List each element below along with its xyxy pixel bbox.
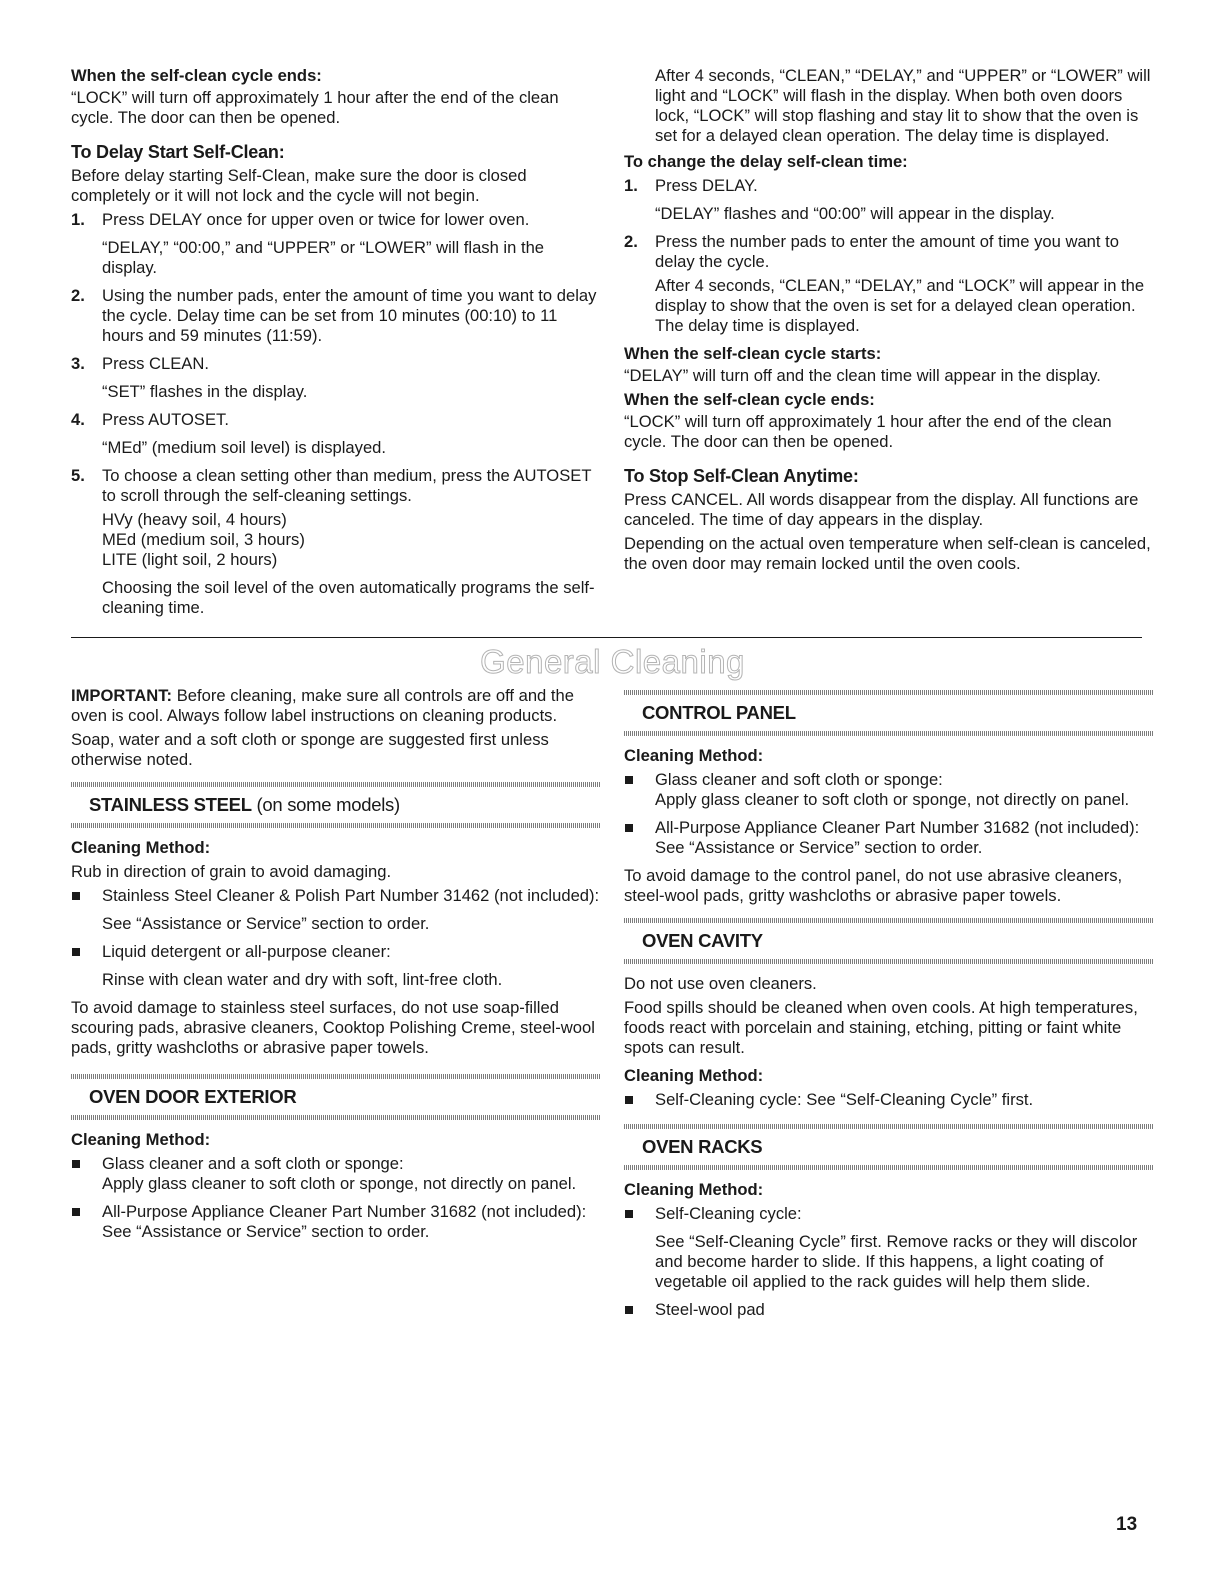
control-panel-box: [624, 690, 1154, 736]
important-label: IMPORTANT:: [71, 686, 173, 705]
bullet-item: [71, 942, 601, 990]
stainless-title: STAINLESS STEEL: [89, 794, 252, 815]
door-title: OVEN DOOR EXTERIOR: [89, 1086, 297, 1107]
depending-text: Depending on the actual oven temperature when self-clean is canceled, the oven door may remain locked until the oven cools.: [624, 534, 1151, 573]
step-sub: “SET” flashes in the display.: [102, 382, 308, 401]
step-sub: “MEd” (medium soil level) is displayed.: [102, 438, 387, 457]
control-note: To avoid damage to the control panel, do not use abrasive cleaners, steel-wool pads, gritty washcloths or abrasive paper towels.: [624, 866, 1123, 905]
bullet-item: [624, 1300, 1154, 1320]
cleaning-method-heading: Cleaning Method:: [624, 746, 764, 765]
ends-heading: When the self-clean cycle ends:: [624, 390, 875, 409]
step-item: [71, 286, 601, 346]
important-note: [71, 686, 601, 726]
step-text: Press DELAY once for upper oven or twice for lower oven.: [102, 210, 530, 229]
box-title: [71, 787, 601, 823]
bullet-item: All-Purpose Appliance Cleaner Part Number 31682 (not included): See “Assistance or Service” section to order.: [624, 818, 1154, 858]
bullet-text: Liquid detergent or all-purpose cleaner:: [102, 942, 391, 961]
bullet-sub: See “Assistance or Service” section to order.: [102, 914, 430, 933]
stop-text: Press CANCEL. All words disappear from the display. All functions are canceled. The time of day appears in the display.: [624, 490, 1139, 529]
bottom-left-column: [71, 686, 601, 1250]
bullet-text: Stainless Steel Cleaner & Polish Part Number 31462 (not included):: [102, 886, 600, 905]
hatch-rule: [624, 1165, 1154, 1170]
starts-text: “DELAY” will turn off and the clean time will appear in the display.: [624, 366, 1101, 385]
bullet-item: Glass cleaner and soft cloth or sponge: Apply glass cleaner to soft cloth or sponge, not directly on panel.: [624, 770, 1154, 810]
step-text: Press AUTOSET.: [102, 410, 229, 429]
stainless-intro: Rub in direction of grain to avoid damaging.: [71, 862, 392, 881]
bullet-text: Self-Cleaning cycle:: [655, 1204, 802, 1223]
door-bullets: [71, 1154, 601, 1242]
step-number: 1.: [71, 210, 85, 229]
step-item: [71, 466, 601, 618]
step-number: 4.: [71, 410, 85, 429]
cleaning-method-heading: Cleaning Method:: [71, 1130, 211, 1149]
delay-steps: [71, 210, 601, 618]
section-divider: [71, 637, 1142, 638]
after-text: After 4 seconds, “CLEAN,” “DELAY,” and “UPPER” or “LOWER” will light and “LOCK” will flash in the display. When both oven doors lock, “LOCK” will stop flashing and stay lit to show that the oven is set for a delayed clean operation. The delay time is displayed.: [655, 66, 1151, 145]
stainless-note: To avoid damage to stainless steel surfaces, do not use soap-filled scouring pads, abrasive cleaners, Cooktop Polishing Creme, steel-wool pads, gritty washcloths or abrasive paper towels.: [71, 998, 595, 1057]
step-item: [71, 354, 601, 402]
bullet-item: [71, 886, 601, 934]
stop-heading: To Stop Self-Clean Anytime:: [624, 466, 859, 486]
important-text: Before cleaning, make sure all controls are off and the oven is cool. Always follow label instructions on cleaning products.: [71, 686, 574, 725]
step-number: 1.: [624, 176, 638, 195]
step-text: To choose a clean setting other than medium, press the AUTOSET to scroll through the self-cleaning settings.: [102, 466, 592, 505]
step-item: [71, 410, 601, 458]
control-bullets: [624, 770, 1154, 858]
hatch-rule: [624, 731, 1154, 736]
cleaning-method-heading: Cleaning Method:: [624, 1180, 764, 1199]
hatch-rule: [624, 1124, 1154, 1129]
soap-text: Soap, water and a soft cloth or sponge are suggested first unless otherwise noted.: [71, 730, 549, 769]
hatch-rule: [71, 823, 601, 828]
oven-door-exterior-box: [71, 1074, 601, 1120]
hatch-rule: [624, 918, 1154, 923]
bullet-sub: See “Self-Cleaning Cycle” first. Remove racks or they will discolor and become harder to slide. If this happens, a light coating of vegetable oil applied to the rack guides will help them slide.: [655, 1232, 1138, 1291]
step-sub: “DELAY” flashes and “00:00” will appear in the display.: [655, 204, 1055, 223]
hatch-rule: [624, 959, 1154, 964]
racks-bullets: [624, 1204, 1154, 1320]
bullet-item: Glass cleaner and a soft cloth or sponge: Apply glass cleaner to soft cloth or sponge, not directly on panel.: [71, 1154, 601, 1194]
soil-levels-list: HVy (heavy soil, 4 hours) MEd (medium soil, 3 hours) LITE (light soil, 2 hours): [102, 510, 305, 569]
oven-racks-box: [624, 1124, 1154, 1170]
racks-title: OVEN RACKS: [642, 1136, 763, 1157]
cavity-text-1: Do not use oven cleaners.: [624, 974, 817, 993]
delay-intro: Before delay starting Self-Clean, make sure the door is closed completely or it will not lock and the cycle will not begin.: [71, 166, 527, 205]
step-text: Using the number pads, enter the amount of time you want to delay the cycle. Delay time can be set from 10 minutes (00:10) to 11 hours and 59 minutes (11:59).: [102, 286, 597, 345]
bullet-item: [624, 1204, 1154, 1292]
cavity-bullets: [624, 1090, 1154, 1110]
control-title: CONTROL PANEL: [642, 702, 796, 723]
section-title: General Cleaning: [480, 643, 745, 680]
step-number: 2.: [71, 286, 85, 305]
step-number: 3.: [71, 354, 85, 373]
step-item: [624, 232, 1154, 336]
ends-heading: When the self-clean cycle ends:: [71, 66, 322, 85]
hatch-rule: [71, 1074, 601, 1079]
cleaning-method-heading: Cleaning Method:: [71, 838, 211, 857]
step-item: [71, 210, 601, 278]
bottom-right-column: [624, 686, 1154, 1328]
bullet-item: Self-Cleaning cycle: See “Self-Cleaning Cycle” first.: [624, 1090, 1154, 1110]
hatch-rule: [624, 690, 1154, 695]
ends-text: “LOCK” will turn off approximately 1 hour after the end of the clean cycle. The door can then be opened.: [624, 412, 1112, 451]
stainless-bullets: [71, 886, 601, 990]
step-text: Press CLEAN.: [102, 354, 209, 373]
ends-text: “LOCK” will turn off approximately 1 hour after the end of the clean cycle. The door can then be opened.: [71, 88, 559, 127]
bullet-item: All-Purpose Appliance Cleaner Part Number 31682 (not included): See “Assistance or Service” section to order.: [71, 1202, 601, 1242]
starts-heading: When the self-clean cycle starts:: [624, 344, 882, 363]
top-left-column: [71, 66, 601, 626]
delay-heading: To Delay Start Self-Clean:: [71, 142, 285, 162]
change-heading: To change the delay self-clean time:: [624, 152, 908, 171]
top-right-column: [624, 66, 1154, 578]
step-sub: After 4 seconds, “CLEAN,” “DELAY,” and “LOCK” will appear in the display to show that the oven is set for a delayed clean operation. The delay time is displayed.: [655, 276, 1145, 335]
step-number: 2.: [624, 232, 638, 251]
hatch-rule: [71, 1115, 601, 1120]
cavity-text-2: Food spills should be cleaned when oven cools. At high temperatures, foods react with porcelain and staining, etching, pitting or faint white spots can result.: [624, 998, 1138, 1057]
oven-cavity-box: [624, 918, 1154, 964]
cavity-title: OVEN CAVITY: [642, 930, 763, 951]
stainless-steel-box: [71, 782, 601, 828]
step-number: 5.: [71, 466, 85, 485]
step-sub: Choosing the soil level of the oven automatically programs the self-cleaning time.: [102, 578, 595, 617]
step-text: Press DELAY.: [655, 176, 758, 195]
cleaning-method-heading: Cleaning Method:: [624, 1066, 764, 1085]
stainless-title-suffix: (on some models): [251, 794, 400, 815]
bullet-sub: Rinse with clean water and dry with soft, lint-free cloth.: [102, 970, 503, 989]
page-number: 13: [1116, 1514, 1138, 1535]
change-steps: [624, 176, 1154, 336]
hatch-rule: [71, 782, 601, 787]
bullet-text: Steel-wool pad: [655, 1300, 765, 1319]
step-text: Press the number pads to enter the amount of time you want to delay the cycle.: [655, 232, 1119, 271]
step-item: [624, 176, 1154, 224]
step-sub: “DELAY,” “00:00,” and “UPPER” or “LOWER” will flash in the display.: [102, 238, 545, 277]
